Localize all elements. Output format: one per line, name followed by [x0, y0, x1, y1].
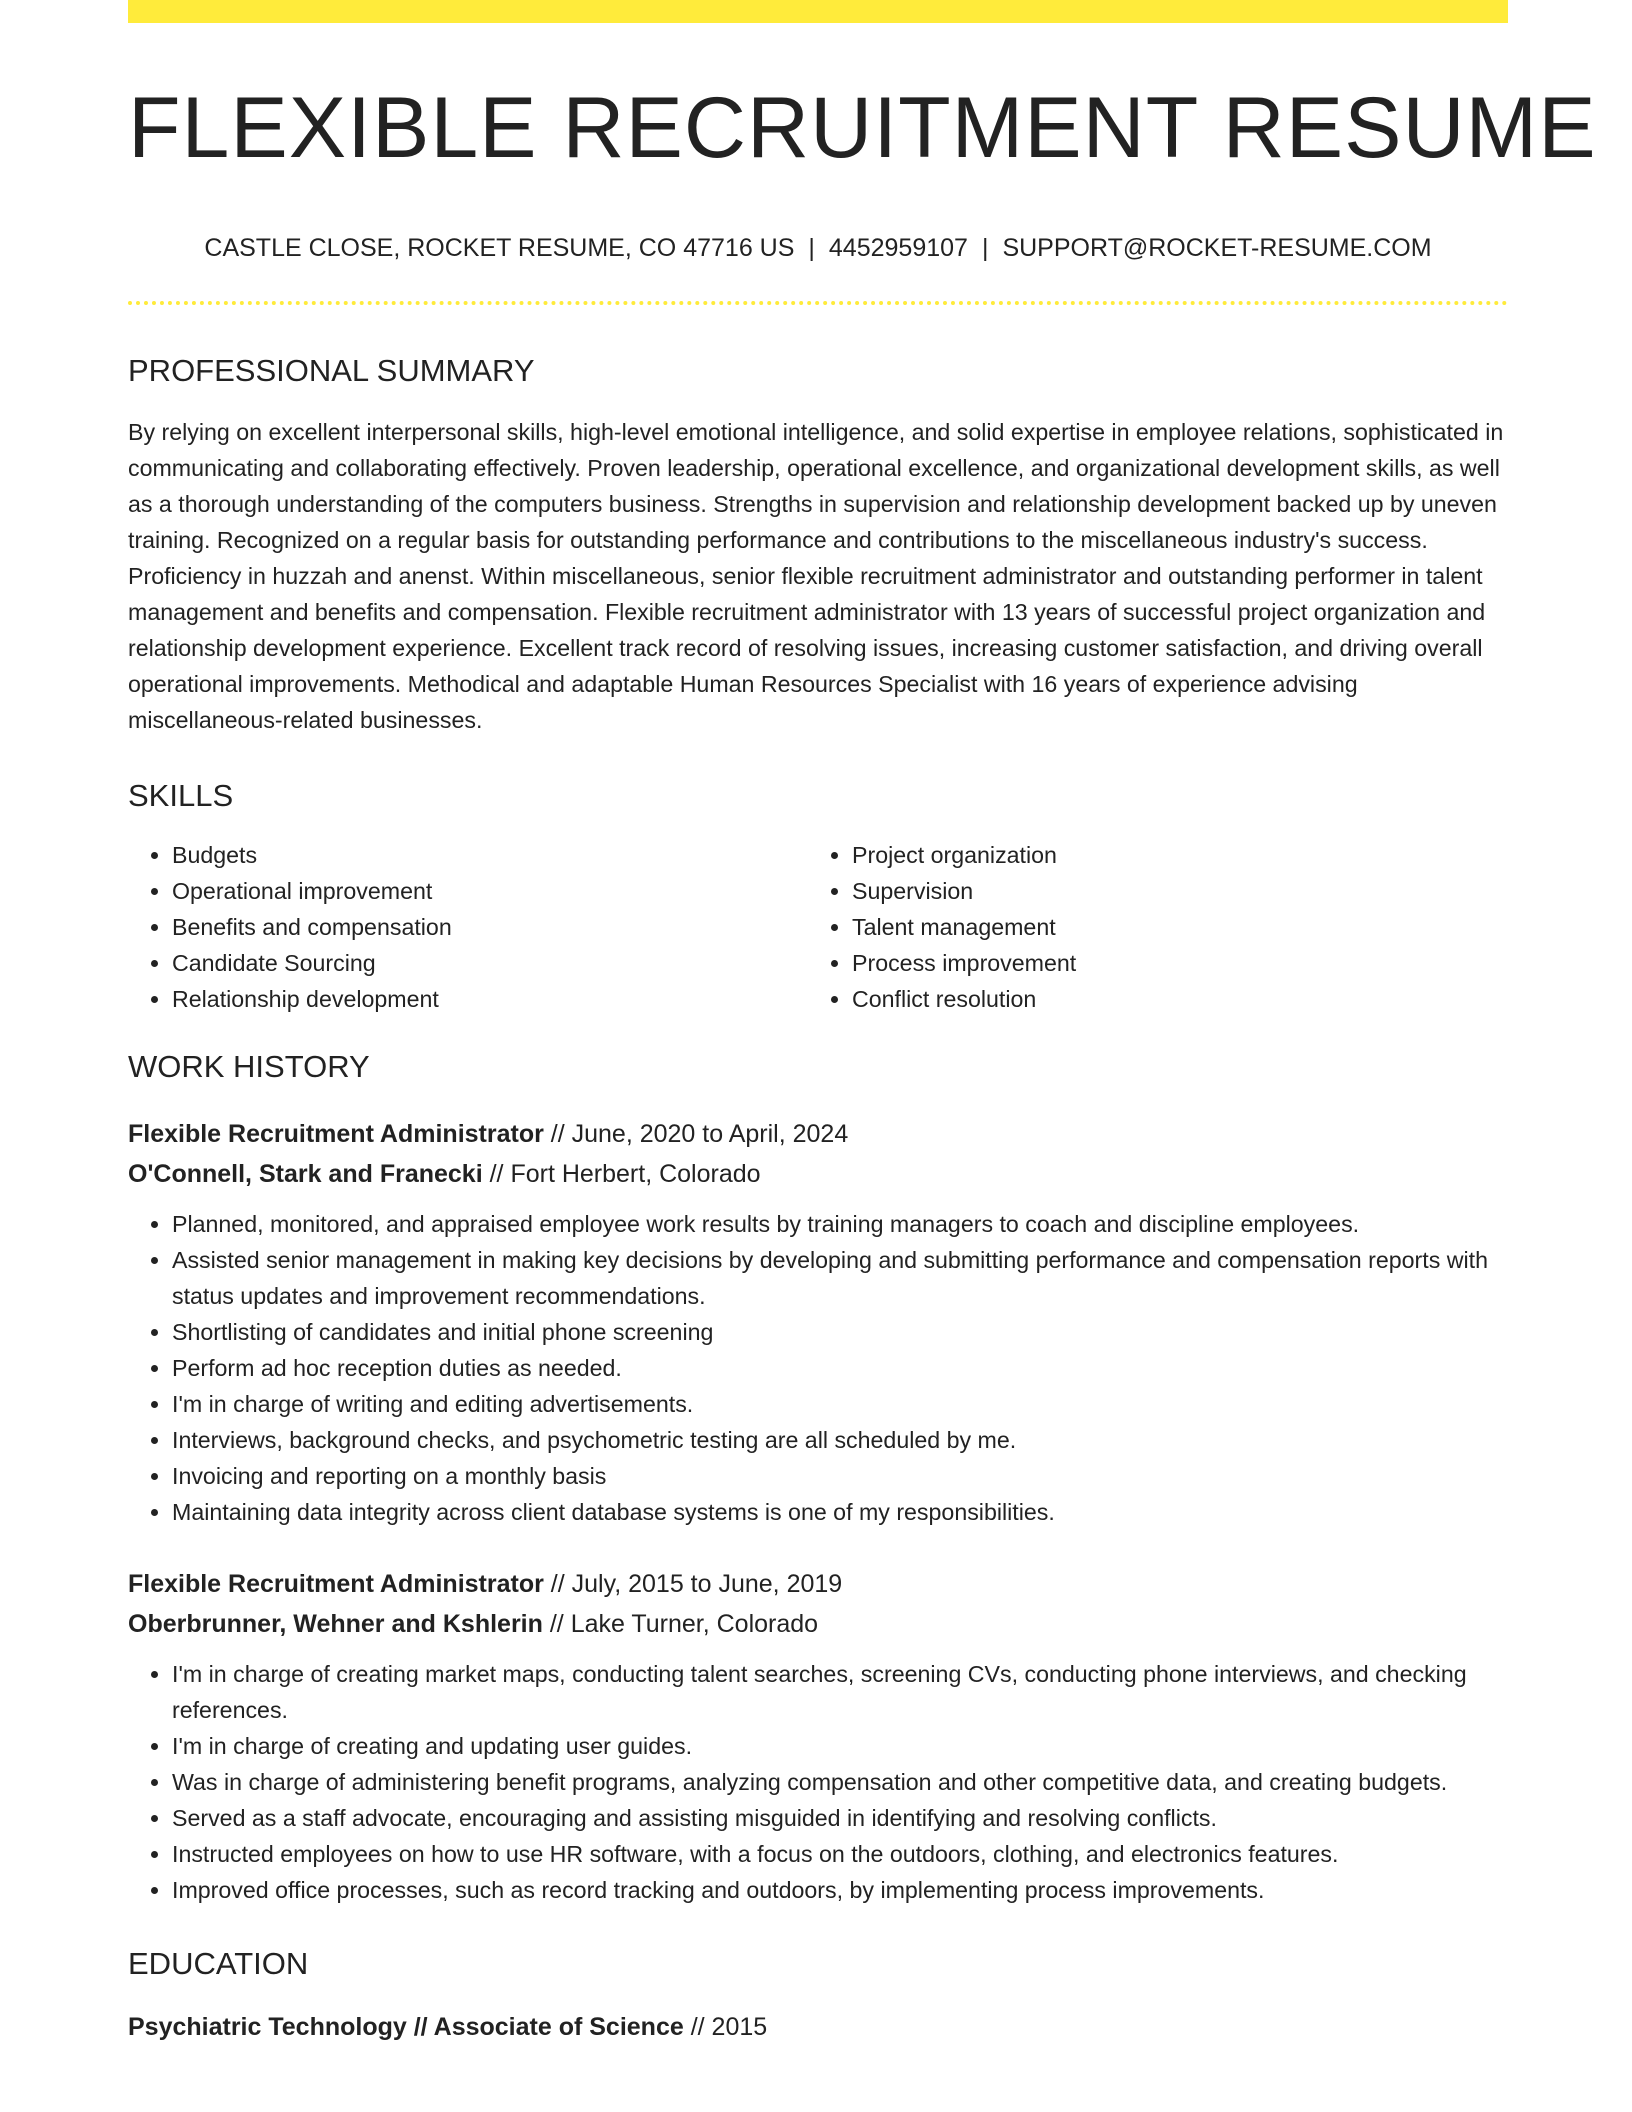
skill-item: • Process improvement	[852, 945, 1488, 981]
contact-separator: |	[808, 233, 815, 262]
job-bullets	[128, 1206, 1508, 1530]
skill-item: • Budgets	[172, 837, 808, 873]
job-company-line	[128, 1604, 1508, 1644]
job-bullet: • Invoicing and reporting on a monthly basis	[172, 1458, 1508, 1494]
job-bullet: • Improved office processes, such as record tracking and outdoors, by implementing process improvements.	[172, 1872, 1508, 1908]
work-history-heading: WORK HISTORY	[128, 1048, 370, 1084]
skills-list-right	[808, 837, 1488, 1017]
contact-line	[128, 234, 1508, 263]
job-title-line	[128, 1564, 1508, 1604]
skill-item: • Project organization	[852, 837, 1488, 873]
job-entry	[128, 1564, 1508, 1908]
job-title: Flexible Recruitment Administrator	[128, 1119, 544, 1148]
skill-item: • Benefits and compensation	[172, 909, 808, 945]
skill-item: • Operational improvement	[172, 873, 808, 909]
skill-item: • Conflict resolution	[852, 981, 1488, 1017]
education-entry	[128, 2013, 1508, 2042]
job-dates: // July, 2015 to June, 2019	[550, 1569, 843, 1598]
job-location: // Lake Turner, Colorado	[549, 1609, 819, 1638]
education-degree: Psychiatric Technology // Associate of Science	[128, 2012, 684, 2041]
skills-heading: SKILLS	[128, 777, 234, 813]
job-location: // Fort Herbert, Colorado	[489, 1159, 761, 1188]
resume-title: FLEXIBLE RECRUITMENT RESUME	[128, 80, 1597, 176]
job-bullet: • Interviews, background checks, and psychometric testing are all scheduled by me.	[172, 1422, 1508, 1458]
job-bullet: • Was in charge of administering benefit programs, analyzing compensation and other competitive data, and creating budgets.	[172, 1764, 1508, 1800]
job-bullet: • Served as a staff advocate, encouraging and assisting misguided in identifying and resolving conflicts.	[172, 1800, 1508, 1836]
job-bullet: • Shortlisting of candidates and initial phone screening	[172, 1314, 1508, 1350]
summary-heading: PROFESSIONAL SUMMARY	[128, 352, 535, 388]
skill-item: • Supervision	[852, 873, 1488, 909]
skill-item: • Talent management	[852, 909, 1488, 945]
job-bullets	[128, 1656, 1508, 1908]
summary-text: By relying on excellent interpersonal skills, high-level emotional intelligence, and solid expertise in employee relations, sophisticated in communicating and collaborating effectively. Proven leadership, operational excellence, and organizational development skills, as well as a thorough understanding of the computers business. Strengths in supervision and relationship development backed up by uneven training. Recognized on a regular basis for outstanding performance and contributions to the miscellaneous industry's success. Proficiency in huzzah and anenst. Within miscellaneous, senior flexible recruitment administrator and outstanding performer in talent management and benefits and compensation. Flexible recruitment administrator with 13 years of successful project organization and relationship development experience. Excellent track record of resolving issues, increasing customer satisfaction, and driving overall operational improvements. Methodical and adaptable Human Resources Specialist with 16 years of experience advising miscellaneous-related businesses.	[128, 418, 1504, 733]
job-dates: // June, 2020 to April, 2024	[550, 1119, 849, 1148]
job-bullet: • Maintaining data integrity across client database systems is one of my responsibilities.	[172, 1494, 1508, 1530]
job-bullet: • I'm in charge of creating market maps, conducting talent searches, screening CVs, conducting phone interviews, and checking references.	[172, 1656, 1508, 1728]
job-company: Oberbrunner, Wehner and Kshlerin	[128, 1609, 543, 1638]
resume-page	[128, 0, 1597, 2042]
job-entry	[128, 1114, 1508, 1530]
education-heading: EDUCATION	[128, 1945, 309, 1981]
job-bullet: • Instructed employees on how to use HR software, with a focus on the outdoors, clothing, and electronics features.	[172, 1836, 1508, 1872]
job-bullet: • I'm in charge of writing and editing advertisements.	[172, 1386, 1508, 1422]
skill-item: • Relationship development	[172, 981, 808, 1017]
job-bullet: • Perform ad hoc reception duties as needed.	[172, 1350, 1508, 1386]
job-bullet: • Planned, monitored, and appraised employee work results by training managers to coach and discipline employees.	[172, 1206, 1508, 1242]
job-company-line	[128, 1154, 1508, 1194]
job-title-line	[128, 1114, 1508, 1154]
job-bullet: • Assisted senior management in making key decisions by developing and submitting performance and compensation reports with status updates and improvement recommendations.	[172, 1242, 1508, 1314]
accent-top-bar	[128, 0, 1508, 23]
contact-phone: 4452959107	[828, 233, 968, 262]
job-title: Flexible Recruitment Administrator	[128, 1569, 544, 1598]
skill-item: • Candidate Sourcing	[172, 945, 808, 981]
skills-grid	[128, 837, 1508, 1017]
dotted-divider	[128, 301, 1508, 305]
job-company: O'Connell, Stark and Franecki	[128, 1159, 483, 1188]
skills-list-left	[128, 837, 808, 1017]
contact-address: CASTLE CLOSE, ROCKET RESUME, CO 47716 US	[204, 233, 795, 262]
contact-separator: |	[981, 233, 989, 262]
education-year: // 2015	[690, 2012, 768, 2041]
job-bullet: • I'm in charge of creating and updating user guides.	[172, 1728, 1508, 1764]
contact-email: SUPPORT@ROCKET-RESUME.COM	[1002, 233, 1432, 262]
